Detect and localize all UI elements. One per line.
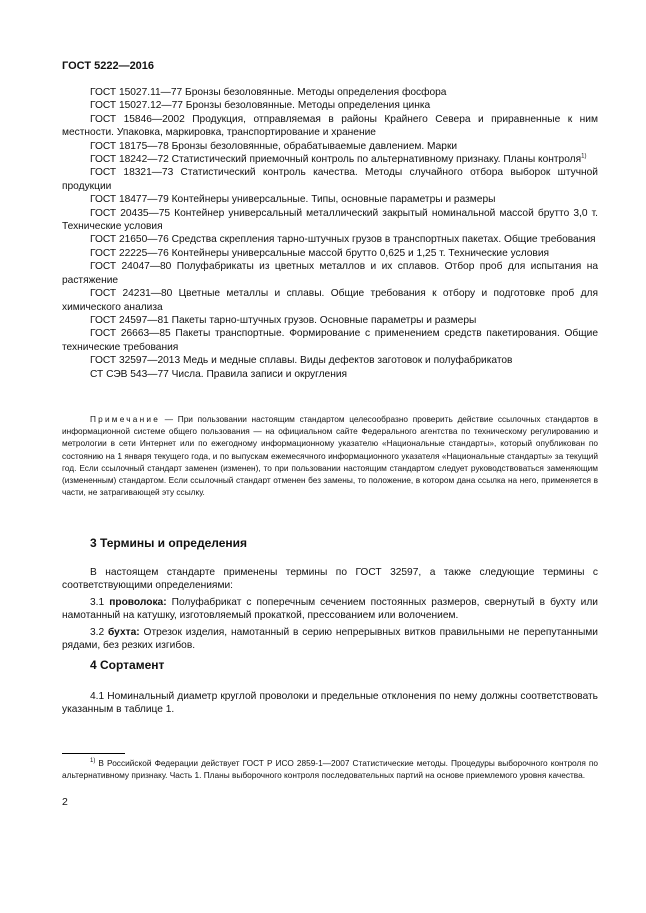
section-3-heading: 3 Термины и определения	[90, 536, 248, 550]
reference-item: ГОСТ 21650—76 Средства скрепления тарно-штучных грузов в транспортных пакетах. Общие требования	[90, 234, 596, 246]
reference-item: ГОСТ 24597—81 Пакеты тарно-штучных грузов. Основные параметры и размеры	[90, 314, 477, 326]
term-text: Полуфабрикат с поперечным сечением постоянных размеров, свернутый в бухту или намотанный на катушку, изготовляемый прокаткой, прессованием или волочением.	[62, 596, 598, 622]
reference-item	[62, 153, 598, 166]
reference-item: ГОСТ 24231—80 Цветные металлы и сплавы. Общие требования к отбору и подготовке проб для химического анализа	[62, 288, 598, 313]
footnote	[62, 757, 598, 781]
footnote-marker: 1)	[90, 758, 96, 765]
normative-references-list	[62, 86, 598, 381]
term-definition	[62, 626, 598, 653]
reference-item: ГОСТ 18477—79 Контейнеры универсальные. Типы, основные параметры и размеры	[90, 194, 496, 206]
term-name: бухта:	[108, 626, 140, 638]
term-number: 3.2	[90, 626, 109, 638]
note-paragraph	[62, 413, 598, 498]
section-4-heading: 4 Сортамент	[90, 658, 165, 672]
note-label: Примечание	[90, 414, 161, 424]
term-number: 3.1	[90, 596, 110, 608]
reference-item: ГОСТ 26663—85 Пакеты транспортные. Формирование с применением средств пакетирования. Общие технические требования	[62, 328, 598, 353]
reference-item: ГОСТ 18175—78 Бронзы безоловянные, обрабатываемые давлением. Марки	[90, 140, 458, 152]
section-4-body	[62, 690, 598, 720]
footnote-text: В Российской Федерации действует ГОСТ Р ИСО 2859-1—2007 Статистические методы. Процедуры выборочного контроля по альтернативному признаку. Часть 1. Планы выборочного контроля последовательных партий на основе приемлемого уровня качества.	[62, 758, 598, 781]
reference-item: ГОСТ 15027.11—77 Бронзы безоловянные. Методы определения фосфора	[90, 87, 447, 98]
term-definition	[62, 596, 598, 623]
footnote-ref: 1)	[581, 153, 587, 160]
section-3-intro: В настоящем стандарте применены термины по ГОСТ 32597, а также следующие термины с соответствующими определениями:	[62, 567, 598, 592]
reference-item: ГОСТ 22225—76 Контейнеры универсальные массой брутто 0,625 и 1,25 т. Технические условия	[90, 247, 550, 259]
section-4-paragraph: 4.1 Номинальный диаметр круглой проволоки и предельные отклонения по нему должны соответствовать указанным в таблице 1.	[62, 691, 598, 716]
term-name: проволока:	[109, 596, 167, 608]
standard-header: ГОСТ 5222—2016	[62, 60, 155, 72]
footnote-divider	[62, 753, 125, 754]
reference-item: ГОСТ 18321—73 Статистический контроль качества. Методы случайного отбора выборок штучной продукции	[62, 167, 598, 192]
reference-item: ГОСТ 20435—75 Контейнер универсальный металлический закрытый номинальной массой брутто 3,0 т. Технические условия	[62, 207, 598, 233]
reference-text: ГОСТ 18242—72 Статистический приемочный контроль по альтернативному признаку. Планы контроля	[90, 154, 582, 166]
page-number: 2	[62, 796, 68, 808]
section-3-body	[62, 566, 598, 655]
reference-item: СТ СЭВ 543—77 Числа. Правила записи и округления	[90, 368, 348, 380]
reference-item: ГОСТ 32597—2013 Медь и медные сплавы. Виды дефектов заготовок и полуфабрикатов	[90, 355, 513, 367]
reference-item: ГОСТ 15027.12—77 Бронзы безоловянные. Методы определения цинка	[90, 100, 431, 112]
term-text: Отрезок изделия, намотанный в серию непрерывных витков правильными не перепутанными рядами, без резких изгибов.	[62, 626, 598, 652]
reference-item: ГОСТ 15846—2002 Продукция, отправляемая в районы Крайнего Севера и приравненные к ним местности. Упаковка, маркировка, транспортирование и хранение	[62, 113, 598, 139]
note-text: — При пользовании настоящим стандартом целесообразно проверить действие ссылочных стандартов в информационной системе общего пользования — на официальном сайте Федерального агентства по техническому регулированию и метрологии в сети Интернет или по ежегодному информационному указателю «Национальные стандарты», который опубликован по состоянию на 1 января текущего года, и по выпускам ежемесячного информационного указателя «Национальные стандарты» за текущий год. Если ссылочный стандарт заменен (изменен), то при пользовании настоящим стандартом следует руководствоваться заменяющим (измененным) стандартом. Если ссылочный стандарт отменен без замены, то положение, в котором дана ссылка на него, применяется в части, не затрагивающей эту ссылку.	[62, 414, 598, 498]
reference-item: ГОСТ 24047—80 Полуфабрикаты из цветных металлов и их сплавов. Отбор проб для испытания на растяжение	[62, 261, 598, 286]
